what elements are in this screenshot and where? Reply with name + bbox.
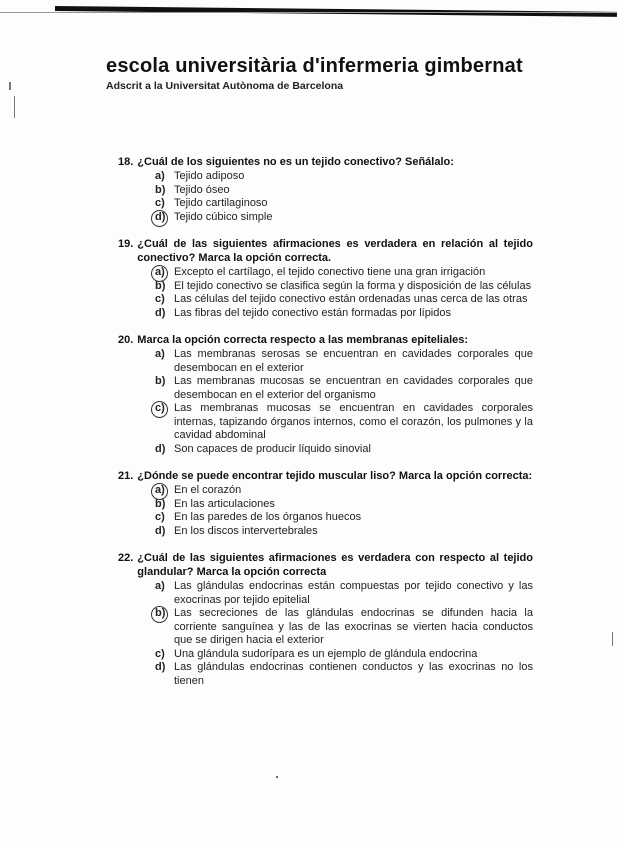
answer-option [155, 498, 533, 512]
answer-option [155, 375, 533, 402]
option-letter: a) [155, 348, 165, 360]
option-text: En las paredes de los órganos huecos [174, 511, 362, 523]
option-text: En el corazón [174, 484, 242, 496]
question-number: 19. [118, 238, 134, 250]
question-18 [118, 155, 533, 224]
answer-option [155, 648, 533, 662]
option-text: Una glándula sudorípara es un ejemplo de glándula endocrina [174, 647, 478, 660]
question-text: Marca la opción correcta respecto a las membranas epiteliales: [137, 334, 469, 346]
question-stem [118, 155, 533, 169]
option-letter: b) [155, 497, 166, 510]
option-text: Tejido cúbico simple [174, 210, 273, 223]
answer-option [155, 661, 533, 688]
question-21 [118, 469, 533, 538]
option-text: Excepto el cartílago, el tejido conectivo tiene una gran irrigación [174, 266, 486, 278]
answer-option [155, 484, 533, 498]
answer-option [155, 443, 533, 457]
question-text: ¿Cuál de las siguientes afirmaciones es verdadera en relación al tejido conectivo? Marca la opción correcta. [137, 238, 533, 264]
option-text: Las glándulas endocrinas contienen conductos y las exocrinas no los tienen [174, 661, 533, 687]
question-text: ¿Cuál de los siguientes no es un tejido conectivo? Señálalo: [137, 156, 454, 168]
option-letter: a) [155, 170, 165, 182]
option-text: Las secreciones de las glándulas endocrinas se difunden hacia la corriente sanguínea y las de las exocrinas se vierten hacia conductos que se dirigen hacia el exterior [174, 607, 533, 646]
circled-option-letter: c) [155, 402, 174, 443]
option-letter: d) [155, 524, 166, 537]
option-text: Tejido óseo [174, 183, 230, 196]
question-text: ¿Cuál de las siguientes afirmaciones es verdadera con respecto al tejido glandular? Marca la opción correcta [137, 552, 533, 578]
option-text: El tejido conectivo se clasifica según la forma y disposición de las células [174, 279, 532, 292]
answer-option [155, 211, 533, 225]
option-text: Las membranas mucosas se encuentran en cavidades corporales internas, tapizando órganos internos, como el corazón, los pulmones y la cavidad abdominal [174, 402, 533, 441]
question-stem [118, 469, 533, 483]
option-text: Las membranas mucosas se encuentran en cavidades corporales que desembocan en el exterior del organismo [174, 375, 533, 401]
margin-mark [14, 96, 15, 118]
option-letter: d) [155, 442, 166, 455]
option-text: Son capaces de producir líquido sinovial [174, 442, 371, 455]
question-19 [118, 237, 533, 320]
option-text: Tejido cartilaginoso [174, 197, 268, 209]
option-letter: b) [155, 279, 166, 292]
answer-options [155, 484, 533, 538]
option-text: Las fibras del tejido conectivo están formadas por lípidos [174, 306, 451, 319]
question-number: 18. [118, 156, 134, 168]
option-letter: c) [155, 197, 165, 209]
letterhead [106, 55, 576, 92]
option-letter: c) [155, 293, 165, 305]
option-text: Las membranas serosas se encuentran en cavidades corporales que desembocan en el exterior [174, 348, 533, 374]
question-list [118, 155, 533, 701]
option-letter: b) [155, 375, 166, 387]
option-text: En las articulaciones [174, 497, 275, 510]
option-letter: d) [155, 306, 166, 319]
option-letter: c) [155, 647, 165, 660]
answer-options [155, 348, 533, 456]
option-letter: d) [155, 661, 166, 673]
answer-option [155, 170, 533, 184]
stray-mark [276, 776, 278, 778]
answer-option [155, 511, 533, 525]
option-text: Las glándulas endocrinas están compuestas por tejido conectivo y las exocrinas por tejido epitelial [174, 580, 533, 606]
top-edge-line [0, 12, 617, 13]
option-text: Las células del tejido conectivo están ordenadas unas cerca de las otras [174, 293, 528, 305]
answer-option [155, 307, 533, 321]
question-number: 20. [118, 334, 134, 346]
option-text: Tejido adiposo [174, 170, 245, 182]
answer-option [155, 348, 533, 375]
question-22 [118, 551, 533, 688]
question-text: ¿Dónde se puede encontrar tejido muscular liso? Marca la opción correcta: [137, 470, 533, 482]
school-name: escola universitària d'infermeria gimbernat [106, 55, 523, 77]
option-letter: c) [155, 511, 165, 523]
question-20 [118, 333, 533, 456]
answer-options [155, 266, 533, 320]
answer-options [155, 170, 533, 224]
school-affiliation: Adscrit a la Universitat Autònoma de Barcelona [106, 80, 344, 92]
margin-mark [9, 82, 11, 90]
circled-option-letter: a) [155, 266, 174, 280]
option-letter: b) [155, 183, 166, 196]
answer-option [155, 580, 533, 607]
answer-option [155, 280, 533, 294]
question-number: 21. [118, 470, 134, 482]
answer-option [155, 184, 533, 198]
answer-options [155, 580, 533, 688]
answer-option [155, 607, 533, 648]
option-letter: a) [155, 580, 165, 592]
circled-option-letter: b) [155, 607, 174, 648]
circled-option-letter: a) [155, 484, 174, 498]
answer-option [155, 197, 533, 211]
answer-option [155, 266, 533, 280]
question-stem [118, 237, 533, 265]
answer-option [155, 525, 533, 539]
answer-option [155, 402, 533, 443]
answer-option [155, 293, 533, 307]
option-text: En los discos intervertebrales [174, 524, 318, 537]
question-stem [118, 551, 533, 579]
circled-option-letter: d) [155, 211, 174, 225]
question-stem [118, 333, 533, 347]
margin-mark [612, 632, 613, 646]
question-number: 22. [118, 552, 134, 564]
